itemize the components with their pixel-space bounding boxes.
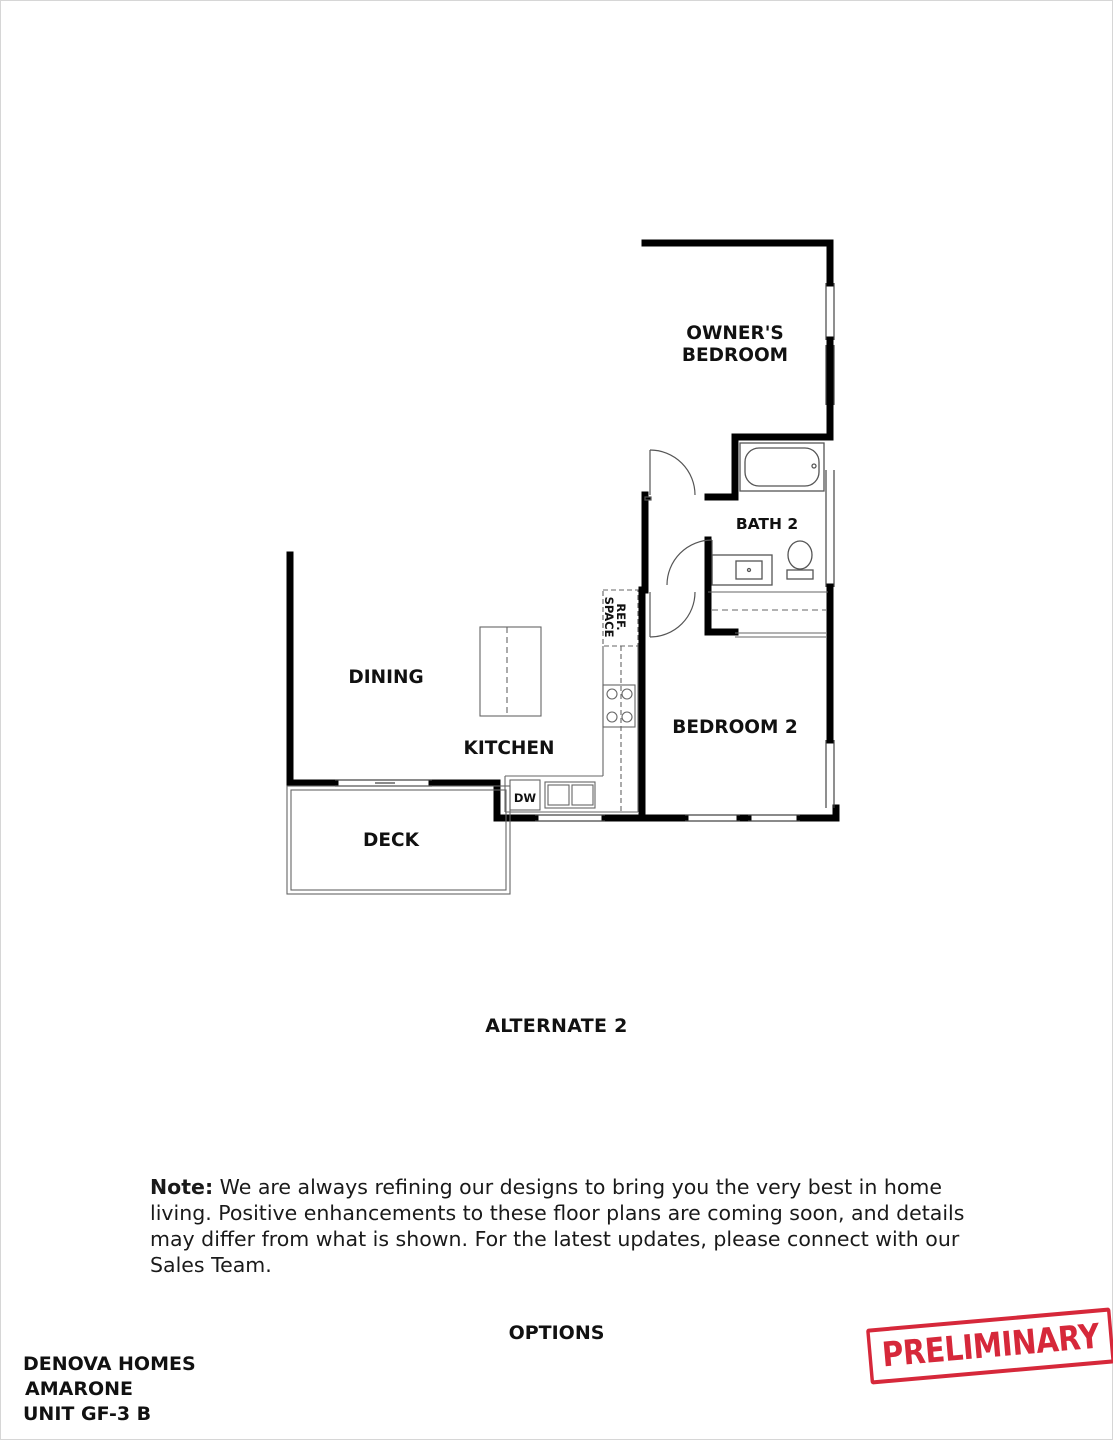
note-label: Note: bbox=[150, 1175, 214, 1199]
plan-caption: ALTERNATE 2 bbox=[485, 1015, 628, 1037]
room-label-deck: DECK bbox=[363, 830, 419, 851]
vanity bbox=[712, 555, 772, 585]
room-label-dw: DW bbox=[513, 791, 537, 805]
room-label-bedroom-2: BEDROOM 2 bbox=[672, 717, 798, 738]
toilet bbox=[787, 541, 813, 579]
company-name: DENOVA HOMES bbox=[23, 1353, 196, 1375]
room-label-ref-2: SPACE bbox=[602, 596, 616, 638]
company-info bbox=[23, 1352, 196, 1427]
kitchen-island bbox=[480, 627, 541, 716]
unit-name: UNIT GF-3 B bbox=[23, 1403, 152, 1425]
community-name: AMARONE bbox=[25, 1378, 133, 1400]
room-label-dining: DINING bbox=[348, 667, 424, 688]
options-heading: OPTIONS bbox=[508, 1322, 605, 1344]
disclaimer-note bbox=[150, 1174, 985, 1278]
preliminary-stamp: PRELIMINARY bbox=[866, 1307, 1113, 1384]
room-label-owners-bedroom-1: OWNER'S bbox=[686, 323, 784, 344]
room-label-bath-2: BATH 2 bbox=[735, 515, 799, 533]
doors bbox=[645, 450, 712, 637]
room-label-kitchen: KITCHEN bbox=[463, 738, 555, 759]
room-label-ref-1: REF. bbox=[614, 603, 628, 631]
room-label-owners-bedroom-2: BEDROOM bbox=[681, 345, 789, 366]
note-text: We are always refining our designs to bring you the very best in home living. Positive enhancements to these floor plans are coming soon, and details may differ from what is shown. For the latest updates, please connect with our Sales Team. bbox=[150, 1175, 965, 1277]
bathtub bbox=[740, 443, 824, 491]
